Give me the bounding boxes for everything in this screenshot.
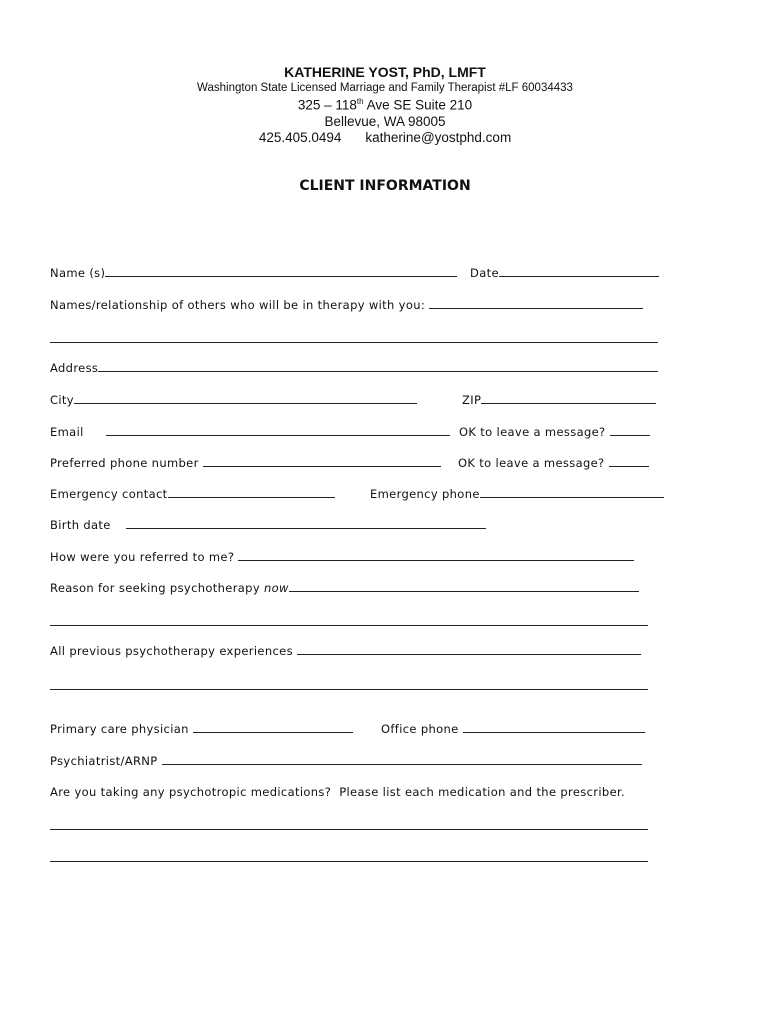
office-phone-field[interactable] bbox=[463, 722, 645, 733]
license-line: Washington State Licensed Marriage and Family Therapist #LF 60034433 bbox=[197, 82, 573, 94]
email-field[interactable] bbox=[106, 425, 450, 436]
email-ok-row bbox=[459, 425, 650, 439]
name-field[interactable] bbox=[105, 266, 457, 277]
street-address bbox=[0, 97, 770, 113]
reason-row bbox=[50, 581, 639, 595]
address-field[interactable] bbox=[98, 361, 658, 372]
city-label: City bbox=[50, 393, 74, 407]
pcp-label: Primary care physician bbox=[50, 722, 189, 736]
psychiatrist-field[interactable] bbox=[162, 754, 642, 765]
street-suffix: th bbox=[356, 97, 364, 106]
office-phone-row bbox=[381, 722, 645, 736]
others-field[interactable] bbox=[429, 298, 643, 309]
preferred-phone-label: Preferred phone number bbox=[50, 456, 199, 470]
date-row bbox=[470, 266, 659, 280]
referred-label: How were you referred to me? bbox=[50, 550, 235, 564]
birth-date-field[interactable] bbox=[126, 518, 486, 529]
medications-label: Are you taking any psychotropic medications? Please list each medication and the prescriber. bbox=[50, 785, 626, 799]
name-row bbox=[50, 266, 457, 280]
birth-date-blank bbox=[126, 518, 486, 532]
date-label: Date bbox=[470, 266, 499, 280]
email-label: Email bbox=[50, 425, 84, 439]
reason-field-line-2[interactable] bbox=[50, 625, 648, 626]
city-state-zip: Bellevue, WA 98005 bbox=[324, 114, 446, 129]
others-field-line-2[interactable] bbox=[50, 342, 658, 343]
preferred-phone-row bbox=[50, 456, 441, 470]
reason-field[interactable] bbox=[289, 581, 639, 592]
others-label: Names/relationship of others who will be in therapy with you: bbox=[50, 298, 426, 312]
medications-field-line-1[interactable] bbox=[50, 829, 648, 830]
medications-row bbox=[50, 785, 625, 799]
reason-label: Reason for seeking psychotherapy bbox=[50, 581, 264, 595]
others-row bbox=[50, 298, 643, 312]
birth-date-label: Birth date bbox=[50, 518, 111, 532]
email-blank bbox=[106, 425, 450, 439]
therapist-name: KATHERINE YOST, PhD, LMFT bbox=[284, 64, 486, 80]
referred-field[interactable] bbox=[238, 550, 634, 561]
emergency-phone-row bbox=[370, 487, 664, 501]
address-row bbox=[50, 361, 658, 375]
emergency-contact-label: Emergency contact bbox=[50, 487, 168, 501]
birth-date-row bbox=[50, 518, 111, 532]
emergency-contact-field[interactable] bbox=[168, 487, 335, 498]
reason-label-emphasis: now bbox=[263, 581, 289, 595]
name-label: Name (s) bbox=[50, 266, 106, 280]
phone-ok-label: OK to leave a message? bbox=[458, 456, 605, 470]
phone-number: 425.405.0494 bbox=[258, 130, 342, 145]
email-ok-label: OK to leave a message? bbox=[459, 425, 606, 439]
previous-field[interactable] bbox=[297, 644, 641, 655]
emergency-phone-field[interactable] bbox=[480, 487, 664, 498]
street-name: Ave SE Suite 210 bbox=[363, 97, 473, 113]
address-label: Address bbox=[50, 361, 99, 375]
street-number: 325 – 118 bbox=[297, 97, 357, 113]
email-address: katherine@yostphd.com bbox=[365, 130, 512, 145]
date-field[interactable] bbox=[499, 266, 659, 277]
referred-row bbox=[50, 550, 634, 564]
pcp-field[interactable] bbox=[193, 722, 353, 733]
previous-label: All previous psychotherapy experiences bbox=[50, 644, 293, 658]
zip-label: ZIP bbox=[462, 393, 482, 407]
psychiatrist-row bbox=[50, 754, 642, 768]
medications-field-line-2[interactable] bbox=[50, 861, 648, 862]
preferred-phone-field[interactable] bbox=[203, 456, 441, 467]
pcp-row bbox=[50, 722, 353, 736]
page-title: CLIENT INFORMATION bbox=[299, 178, 471, 194]
email-ok-field[interactable] bbox=[610, 425, 650, 436]
office-phone-label: Office phone bbox=[381, 722, 459, 736]
previous-row bbox=[50, 644, 641, 658]
zip-row bbox=[462, 393, 656, 407]
phone-ok-row bbox=[458, 456, 649, 470]
city-field[interactable] bbox=[74, 393, 417, 404]
previous-field-line-2[interactable] bbox=[50, 689, 648, 690]
emergency-phone-label: Emergency phone bbox=[370, 487, 480, 501]
phone-ok-field[interactable] bbox=[609, 456, 649, 467]
email-row bbox=[50, 425, 84, 439]
psychiatrist-label: Psychiatrist/ARNP bbox=[50, 754, 158, 768]
zip-field[interactable] bbox=[481, 393, 656, 404]
city-row bbox=[50, 393, 417, 407]
emergency-contact-row bbox=[50, 487, 335, 501]
contact-line bbox=[0, 130, 770, 145]
